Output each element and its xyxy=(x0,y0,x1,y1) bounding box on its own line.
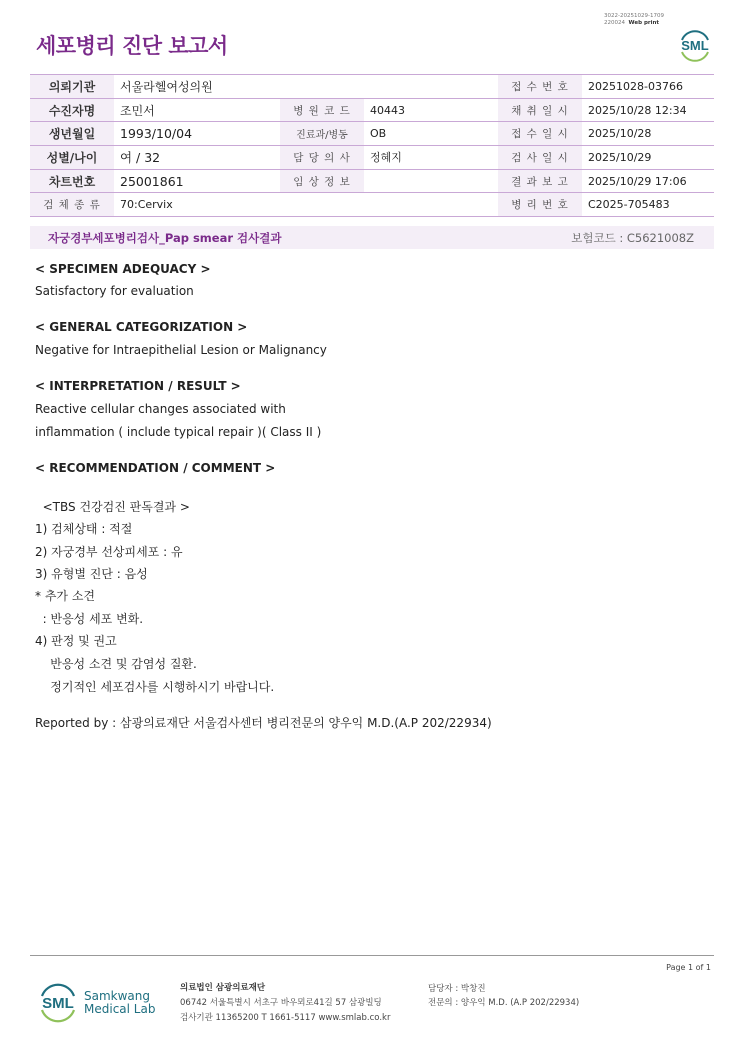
value-requesting-institution: 서울라헬여성의원 xyxy=(114,75,498,99)
recommendation-heading: < RECOMMENDATION / COMMENT > xyxy=(35,461,276,475)
footer-contact: 검사기관 11365200 T 1661-5117 www.smlab.co.kr xyxy=(180,1013,391,1023)
info-row xyxy=(30,146,714,170)
footer-specialist: 전문의 : 양우익 M.D. (A.P 202/22934) xyxy=(428,998,580,1008)
label-hospital-code: 병 원 코 드 xyxy=(280,98,364,122)
recommendation-line: 1) 검체상태 : 적절 xyxy=(35,522,133,536)
value-patient-name: 조민서 xyxy=(114,98,280,122)
sml-logo xyxy=(676,26,714,64)
recommendation-line: <TBS 건강검진 판독결과 > xyxy=(35,500,190,514)
label-department-ward: 진료과/병동 xyxy=(280,122,364,146)
label-chart-number: 차트번호 xyxy=(30,169,114,193)
label-result-report: 결 과 보 고 xyxy=(498,169,582,193)
info-row xyxy=(30,98,714,122)
recommendation-line: 반응성 소견 및 감염성 질환. xyxy=(35,657,197,671)
info-row xyxy=(30,169,714,193)
value-chart-number: 25001861 xyxy=(114,169,280,193)
insurance-code: 보험코드 : C5621008Z xyxy=(571,231,694,245)
page-number: Page 1 of 1 xyxy=(666,963,711,972)
interpretation-text-line1: Reactive cellular changes associated with xyxy=(35,402,286,416)
recommendation-line: * 추가 소견 xyxy=(35,589,95,603)
general-categorization-heading: < GENERAL CATEGORIZATION > xyxy=(35,320,248,334)
specimen-adequacy-text: Satisfactory for evaluation xyxy=(35,284,194,298)
label-test-date: 검 사 일 시 xyxy=(498,146,582,170)
sml-footer-logo-text: SML xyxy=(42,995,74,1012)
reported-by: Reported by : 삼광의료재단 서울검사센터 병리전문의 양우익 M.D.(A.P 202/22934) xyxy=(35,716,492,730)
label-sex-age: 성별/나이 xyxy=(30,146,114,170)
specimen-adequacy-heading: < SPECIMEN ADEQUACY > xyxy=(35,262,211,276)
label-specimen-type: 검 체 종 류 xyxy=(30,193,114,217)
interpretation-text-line2: inflammation ( include typical repair )( Class II ) xyxy=(35,425,322,439)
print-id-web-print: Web print xyxy=(628,20,660,26)
value-test-date: 2025/10/29 xyxy=(582,146,714,170)
label-birth-date: 생년월일 xyxy=(30,122,114,146)
sml-footer-logo xyxy=(36,980,80,1024)
interpretation-heading: < INTERPRETATION / RESULT > xyxy=(35,379,241,393)
label-collection-datetime: 채 취 일 시 xyxy=(498,98,582,122)
label-patient-name: 수진자명 xyxy=(30,98,114,122)
value-clinical-info xyxy=(364,169,498,193)
footer-divider xyxy=(30,955,714,956)
label-requesting-institution: 의뢰기관 xyxy=(30,75,114,99)
patient-info-table xyxy=(30,74,714,217)
info-row xyxy=(30,75,714,99)
footer-manager: 담당자 : 박창진 xyxy=(428,984,486,994)
value-attending-physician: 정혜지 xyxy=(364,146,498,170)
value-collection-datetime: 2025/10/28 12:34 xyxy=(582,98,714,122)
footer-organization: 의료법인 삼광의료재단 xyxy=(180,983,266,993)
value-receipt-date: 2025/10/28 xyxy=(582,122,714,146)
label-pathology-number: 병 리 번 호 xyxy=(498,193,582,217)
print-id xyxy=(604,13,664,27)
value-result-report: 2025/10/29 17:06 xyxy=(582,169,714,193)
exam-title: 자궁경부세포병리검사_Pap smear 검사결과 xyxy=(48,231,282,245)
label-receipt-number: 접 수 번 호 xyxy=(498,75,582,99)
label-receipt-date: 접 수 일 시 xyxy=(498,122,582,146)
recommendation-line: : 반응성 세포 변화. xyxy=(35,612,144,626)
general-categorization-text: Negative for Intraepithelial Lesion or Malignancy xyxy=(35,343,327,357)
print-id-line1: 3022-20251029-1709 xyxy=(604,13,664,19)
footer-address: 06742 서울특별시 서초구 바우뫼로41길 57 삼광빌딩 xyxy=(180,998,382,1008)
sml-logo-text: SML xyxy=(681,38,709,53)
brand-line1: Samkwang xyxy=(84,989,150,1003)
value-sex-age: 여 / 32 xyxy=(114,146,280,170)
report-title: 세포병리 진단 보고서 xyxy=(36,34,228,58)
recommendation-line: 4) 판정 및 권고 xyxy=(35,634,117,648)
recommendation-line: 정기적인 세포검사를 시행하시기 바랍니다. xyxy=(35,680,275,694)
print-id-line2: 220024 xyxy=(604,20,625,26)
recommendation-line: 2) 자궁경부 선상피세포 : 유 xyxy=(35,545,183,559)
recommendation-line: 3) 유형별 진단 : 음성 xyxy=(35,567,148,581)
value-birth-date: 1993/10/04 xyxy=(114,122,280,146)
brand-name xyxy=(84,990,155,1016)
label-attending-physician: 담 당 의 사 xyxy=(280,146,364,170)
value-hospital-code: 40443 xyxy=(364,98,498,122)
value-specimen-type: 70:Cervix xyxy=(114,193,498,217)
info-row xyxy=(30,193,714,217)
info-row xyxy=(30,122,714,146)
label-clinical-info: 임 상 정 보 xyxy=(280,169,364,193)
value-receipt-number: 20251028-03766 xyxy=(582,75,714,99)
value-department-ward: OB xyxy=(364,122,498,146)
value-pathology-number: C2025-705483 xyxy=(582,193,714,217)
brand-line2: Medical Lab xyxy=(84,1002,156,1016)
